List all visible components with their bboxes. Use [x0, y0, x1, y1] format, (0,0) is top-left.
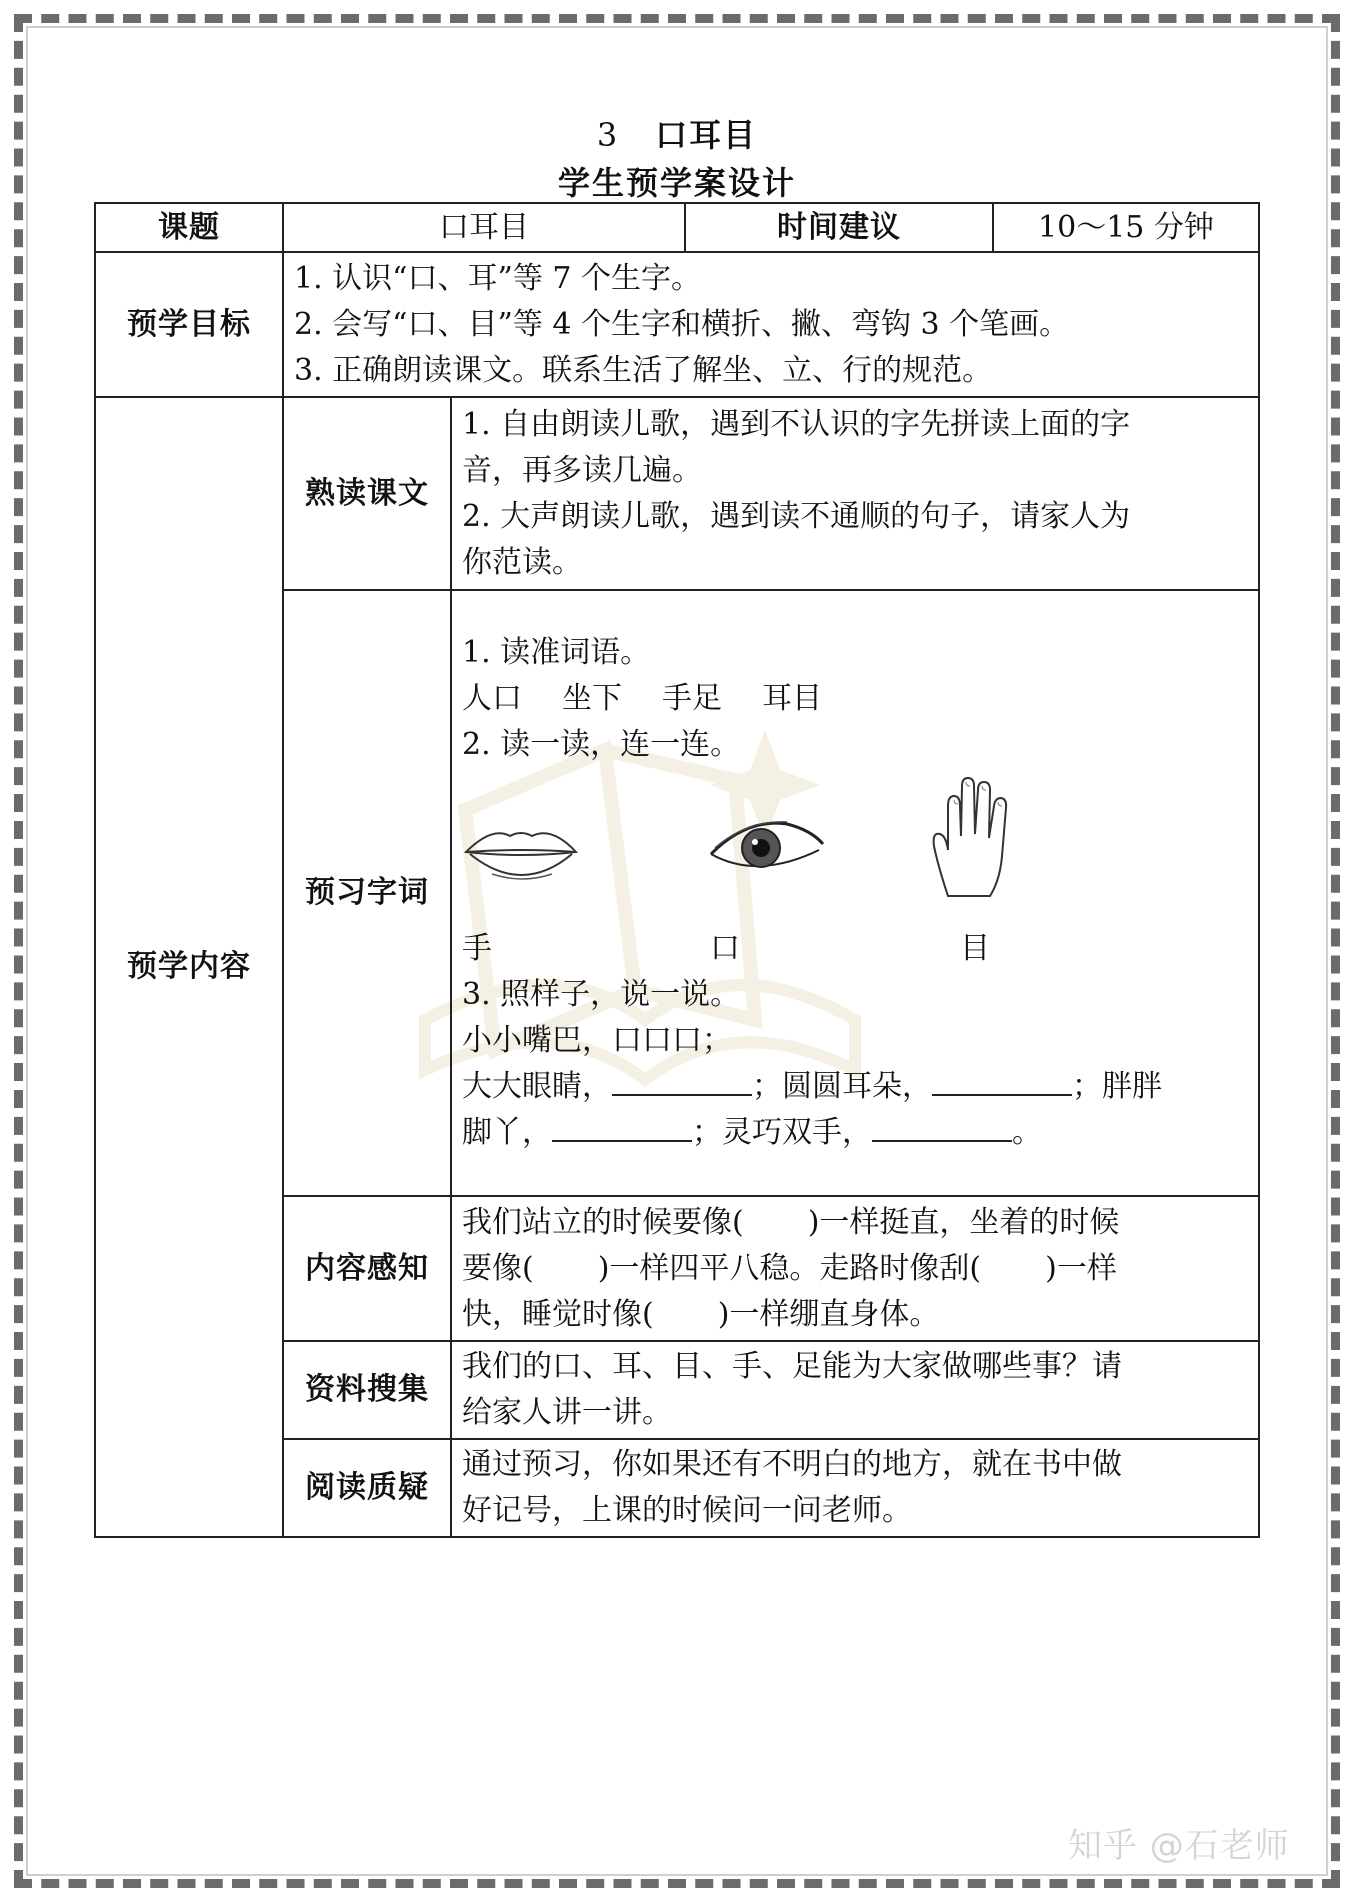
goal-item: 2. 会写“口、目”等 4 个生字和横折、撇、弯钩 3 个笔画。 [294, 306, 1070, 342]
perception-cell [451, 1196, 1259, 1341]
fill-text: 大大眼睛， [462, 1069, 612, 1104]
time-value: 10～15 分钟 [993, 203, 1259, 252]
fill-text: ；胖胖 [1072, 1069, 1162, 1104]
questions-label: 阅读质疑 [283, 1439, 451, 1537]
answer-blank[interactable] [552, 1110, 692, 1142]
perception-text: )一样 [1045, 1250, 1117, 1286]
content-label: 预学内容 [95, 397, 283, 1537]
answer-blank[interactable] [872, 1110, 1012, 1142]
perception-line [462, 1292, 1248, 1338]
perception-line [462, 1200, 1248, 1246]
source-watermark: 知乎 @石老师 [1068, 1826, 1290, 1866]
questions-cell [451, 1439, 1259, 1537]
picture-label: 口 [710, 931, 740, 966]
reading-line: 你范读。 [462, 544, 582, 580]
research-label: 资料搜集 [283, 1341, 451, 1439]
table-row [95, 203, 1259, 252]
preview-table [94, 202, 1260, 1538]
perception-text: 快，睡觉时像( [462, 1296, 654, 1332]
lesson-number: 3 [596, 116, 620, 154]
time-label: 时间建议 [685, 203, 993, 252]
reading-line: 1. 自由朗读儿歌，遇到不认识的字先拼读上面的字 [462, 406, 1131, 442]
picture-label: 目 [960, 931, 990, 966]
word-list [462, 676, 1248, 722]
eye-icon [707, 814, 827, 880]
fill-text: 脚丫， [462, 1115, 552, 1150]
matching-pictures [462, 776, 1248, 916]
reading-line: 音，再多读几遍。 [462, 452, 702, 488]
fill-line [462, 1110, 1248, 1156]
answer-blank[interactable] [612, 1064, 752, 1096]
vocab-q1: 1. 读准词语。 [462, 635, 651, 670]
lesson-name: 口耳目 [655, 116, 758, 154]
reading-label: 熟读课文 [283, 397, 451, 590]
mouth-icon [462, 818, 580, 894]
word: 耳目 [762, 681, 822, 716]
perception-line [462, 1246, 1248, 1292]
table-row [95, 397, 1259, 590]
topic-label: 课题 [95, 203, 283, 252]
perception-text: 我们站立的时候要像( [462, 1204, 744, 1240]
research-line: 我们的口、耳、目、手、足能为大家做哪些事？请 [462, 1349, 1122, 1384]
fill-text: 。 [1012, 1115, 1042, 1150]
goals-cell [283, 252, 1259, 397]
vocab-label: 预习字词 [283, 590, 451, 1196]
fill-line [462, 1064, 1248, 1110]
reading-line: 2. 大声朗读儿歌，遇到读不通顺的句子，请家人为 [462, 498, 1131, 534]
research-line: 给家人讲一讲。 [462, 1395, 672, 1430]
fill-text: ；圆圆耳朵， [752, 1069, 932, 1104]
perception-text: )一样绷直身体。 [717, 1296, 940, 1332]
word: 人口 [462, 681, 522, 716]
picture-labels [462, 926, 1248, 972]
questions-line: 通过预习，你如果还有不明白的地方，就在书中做 [462, 1447, 1122, 1482]
perception-text: )一样四平八稳。走路时像刮( [597, 1250, 982, 1286]
page-subtitle: 学生预学案设计 [557, 164, 796, 202]
research-cell [451, 1341, 1259, 1439]
picture-label: 手 [462, 931, 492, 966]
table-row [95, 252, 1259, 397]
hand-icon [930, 776, 1012, 906]
vocab-q3: 3. 照样子，说一说。 [462, 977, 741, 1012]
fill-text: ；灵巧双手， [692, 1115, 872, 1150]
goals-label: 预学目标 [95, 252, 283, 397]
lesson-title [0, 110, 1354, 156]
reading-cell [451, 397, 1259, 590]
word: 手足 [662, 681, 722, 716]
perception-text: )一样挺直，坐着的时候 [807, 1204, 1120, 1240]
perception-label: 内容感知 [283, 1196, 451, 1341]
goal-item: 1. 认识“口、耳”等 7 个生字。 [294, 260, 701, 296]
vocab-q2: 2. 读一读，连一连。 [462, 727, 741, 762]
example-line: 小小嘴巴，口口口； [462, 1023, 732, 1058]
topic-value: 口耳目 [283, 203, 685, 252]
goal-item: 3. 正确朗读课文。联系生活了解坐、立、行的规范。 [294, 352, 993, 388]
questions-line: 好记号，上课的时候问一问老师。 [462, 1493, 912, 1528]
vocab-cell [451, 590, 1259, 1196]
perception-text: 要像( [462, 1250, 534, 1286]
word: 坐下 [562, 681, 622, 716]
answer-blank[interactable] [932, 1064, 1072, 1096]
